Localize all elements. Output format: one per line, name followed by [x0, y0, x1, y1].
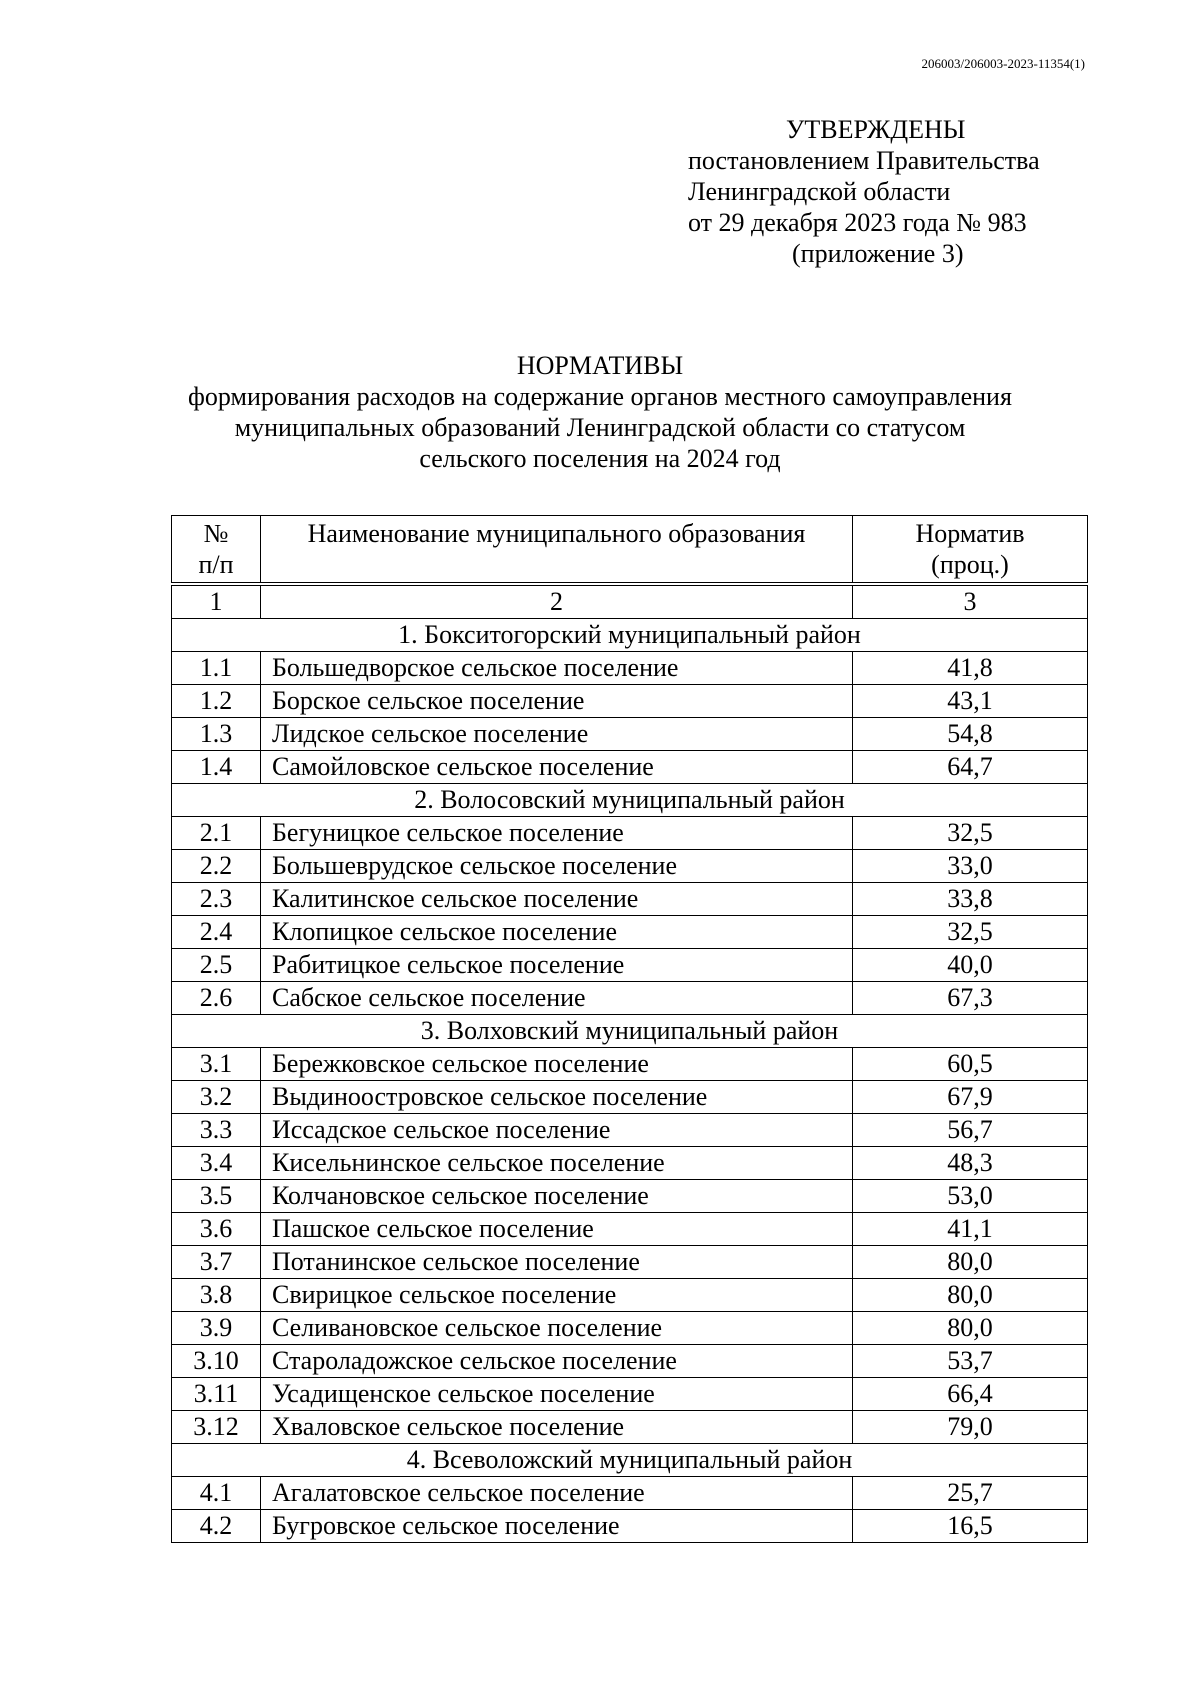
table-header-row: [172, 516, 1088, 585]
header-value: [853, 516, 1088, 585]
row-municipality-name: Свирицкое сельское поселение: [261, 1279, 853, 1312]
row-number: 3.1: [172, 1048, 261, 1081]
district-title: 3. Волховский муниципальный район: [172, 1015, 1088, 1048]
column-index-1: 1: [172, 584, 261, 619]
row-number: 1.1: [172, 652, 261, 685]
document-id: 206003/206003-2023-11354(1): [921, 56, 1085, 71]
approval-line-3: от 29 декабря 2023 года № 983: [688, 208, 1027, 237]
row-municipality-name: Большеврудское сельское поселение: [261, 850, 853, 883]
document-title: НОРМАТИВЫ: [516, 351, 684, 380]
row-norm-value: 25,7: [853, 1477, 1088, 1510]
approval-line-1: постановлением Правительства: [688, 146, 1040, 175]
row-municipality-name: Калитинское сельское поселение: [261, 883, 853, 916]
row-norm-value: 40,0: [853, 949, 1088, 982]
row-number: 2.3: [172, 883, 261, 916]
column-index-row: [172, 584, 1088, 619]
table-row: [172, 982, 1088, 1015]
header-number-line-2: п/п: [198, 550, 234, 579]
district-title: 2. Волосовский муниципальный район: [172, 784, 1088, 817]
row-number: 2.6: [172, 982, 261, 1015]
row-municipality-name: Рабитицкое сельское поселение: [261, 949, 853, 982]
row-municipality-name: Выдиноостровское сельское поселение: [261, 1081, 853, 1114]
row-norm-value: 64,7: [853, 751, 1088, 784]
row-norm-value: 67,3: [853, 982, 1088, 1015]
row-municipality-name: Клопицкое сельское поселение: [261, 916, 853, 949]
row-norm-value: 43,1: [853, 685, 1088, 718]
row-norm-value: 80,0: [853, 1312, 1088, 1345]
table-body: [172, 584, 1088, 1543]
document-subtitle-line-3: сельского поселения на 2024 год: [419, 444, 781, 473]
row-municipality-name: Кисельнинское сельское поселение: [261, 1147, 853, 1180]
row-number: 3.7: [172, 1246, 261, 1279]
table-row: [172, 850, 1088, 883]
row-municipality-name: Потанинское сельское поселение: [261, 1246, 853, 1279]
table-row: [172, 949, 1088, 982]
row-number: 1.4: [172, 751, 261, 784]
row-municipality-name: Лидское сельское поселение: [261, 718, 853, 751]
row-number: 1.2: [172, 685, 261, 718]
table-row: [172, 1180, 1088, 1213]
table-row: [172, 1147, 1088, 1180]
table-row: [172, 1213, 1088, 1246]
row-norm-value: 32,5: [853, 817, 1088, 850]
row-norm-value: 32,5: [853, 916, 1088, 949]
row-norm-value: 41,1: [853, 1213, 1088, 1246]
table-row: [172, 1477, 1088, 1510]
row-municipality-name: Иссадское сельское поселение: [261, 1114, 853, 1147]
row-number: 3.8: [172, 1279, 261, 1312]
row-norm-value: 54,8: [853, 718, 1088, 751]
row-number: 2.2: [172, 850, 261, 883]
approval-line-2: Ленинградской области: [688, 177, 951, 206]
table-row: [172, 1312, 1088, 1345]
document-subtitle-line-1: формирования расходов на содержание органов местного самоуправления: [188, 382, 1012, 411]
row-number: 3.5: [172, 1180, 261, 1213]
header-value-line-1: Норматив: [915, 519, 1025, 548]
approval-block: [688, 114, 1108, 269]
row-number: 3.10: [172, 1345, 261, 1378]
row-norm-value: 60,5: [853, 1048, 1088, 1081]
row-number: 2.1: [172, 817, 261, 850]
table-row: [172, 1048, 1088, 1081]
table-row: [172, 1114, 1088, 1147]
header-name: Наименование муниципального образования: [261, 516, 853, 585]
row-number: 3.2: [172, 1081, 261, 1114]
row-municipality-name: Бугровское сельское поселение: [261, 1510, 853, 1543]
row-municipality-name: Колчановское сельское поселение: [261, 1180, 853, 1213]
row-number: 3.12: [172, 1411, 261, 1444]
table-row: [172, 652, 1088, 685]
row-number: 4.1: [172, 1477, 261, 1510]
row-norm-value: 79,0: [853, 1411, 1088, 1444]
row-norm-value: 53,7: [853, 1345, 1088, 1378]
row-number: 2.5: [172, 949, 261, 982]
row-municipality-name: Самойловское сельское поселение: [261, 751, 853, 784]
district-row: [172, 784, 1088, 817]
document-heading: [0, 350, 1200, 474]
row-municipality-name: Староладожское сельское поселение: [261, 1345, 853, 1378]
table-row: [172, 1279, 1088, 1312]
district-row: [172, 1444, 1088, 1477]
row-norm-value: 66,4: [853, 1378, 1088, 1411]
row-municipality-name: Хваловское сельское поселение: [261, 1411, 853, 1444]
table-row: [172, 1246, 1088, 1279]
row-municipality-name: Бережковское сельское поселение: [261, 1048, 853, 1081]
norms-table: [171, 515, 1088, 1543]
row-norm-value: 33,0: [853, 850, 1088, 883]
district-row: [172, 1015, 1088, 1048]
table-row: [172, 883, 1088, 916]
row-number: 3.6: [172, 1213, 261, 1246]
row-number: 4.2: [172, 1510, 261, 1543]
table-row: [172, 1378, 1088, 1411]
row-municipality-name: Борское сельское поселение: [261, 685, 853, 718]
header-number-line-1: №: [203, 519, 229, 548]
district-row: [172, 619, 1088, 652]
table-row: [172, 685, 1088, 718]
header-value-line-2: (проц.): [931, 550, 1009, 579]
approval-title: УТВЕРЖДЕНЫ: [786, 115, 966, 144]
row-norm-value: 33,8: [853, 883, 1088, 916]
approval-appendix: (приложение 3): [792, 239, 964, 268]
row-municipality-name: Селивановское сельское поселение: [261, 1312, 853, 1345]
row-number: 2.4: [172, 916, 261, 949]
row-norm-value: 67,9: [853, 1081, 1088, 1114]
district-title: 4. Всеволожский муниципальный район: [172, 1444, 1088, 1477]
column-index-3: 3: [853, 584, 1088, 619]
header-number: [172, 516, 261, 585]
row-norm-value: 80,0: [853, 1246, 1088, 1279]
row-norm-value: 48,3: [853, 1147, 1088, 1180]
row-norm-value: 16,5: [853, 1510, 1088, 1543]
table-row: [172, 718, 1088, 751]
column-index-2: 2: [261, 584, 853, 619]
row-municipality-name: Бегуницкое сельское поселение: [261, 817, 853, 850]
row-municipality-name: Агалатовское сельское поселение: [261, 1477, 853, 1510]
row-norm-value: 41,8: [853, 652, 1088, 685]
row-number: 3.3: [172, 1114, 261, 1147]
table-row: [172, 1081, 1088, 1114]
table-row: [172, 1411, 1088, 1444]
district-title: 1. Бокситогорский муниципальный район: [172, 619, 1088, 652]
table-row: [172, 1510, 1088, 1543]
row-norm-value: 56,7: [853, 1114, 1088, 1147]
row-number: 3.11: [172, 1378, 261, 1411]
row-number: 3.9: [172, 1312, 261, 1345]
row-norm-value: 80,0: [853, 1279, 1088, 1312]
document-subtitle-line-2: муниципальных образований Ленинградской области со статусом: [234, 413, 966, 442]
row-municipality-name: Большедворское сельское поселение: [261, 652, 853, 685]
row-municipality-name: Сабское сельское поселение: [261, 982, 853, 1015]
row-number: 1.3: [172, 718, 261, 751]
row-norm-value: 53,0: [853, 1180, 1088, 1213]
table-row: [172, 916, 1088, 949]
table-row: [172, 817, 1088, 850]
table-row: [172, 1345, 1088, 1378]
row-municipality-name: Пашское сельское поселение: [261, 1213, 853, 1246]
row-municipality-name: Усадищенское сельское поселение: [261, 1378, 853, 1411]
table-row: [172, 751, 1088, 784]
row-number: 3.4: [172, 1147, 261, 1180]
